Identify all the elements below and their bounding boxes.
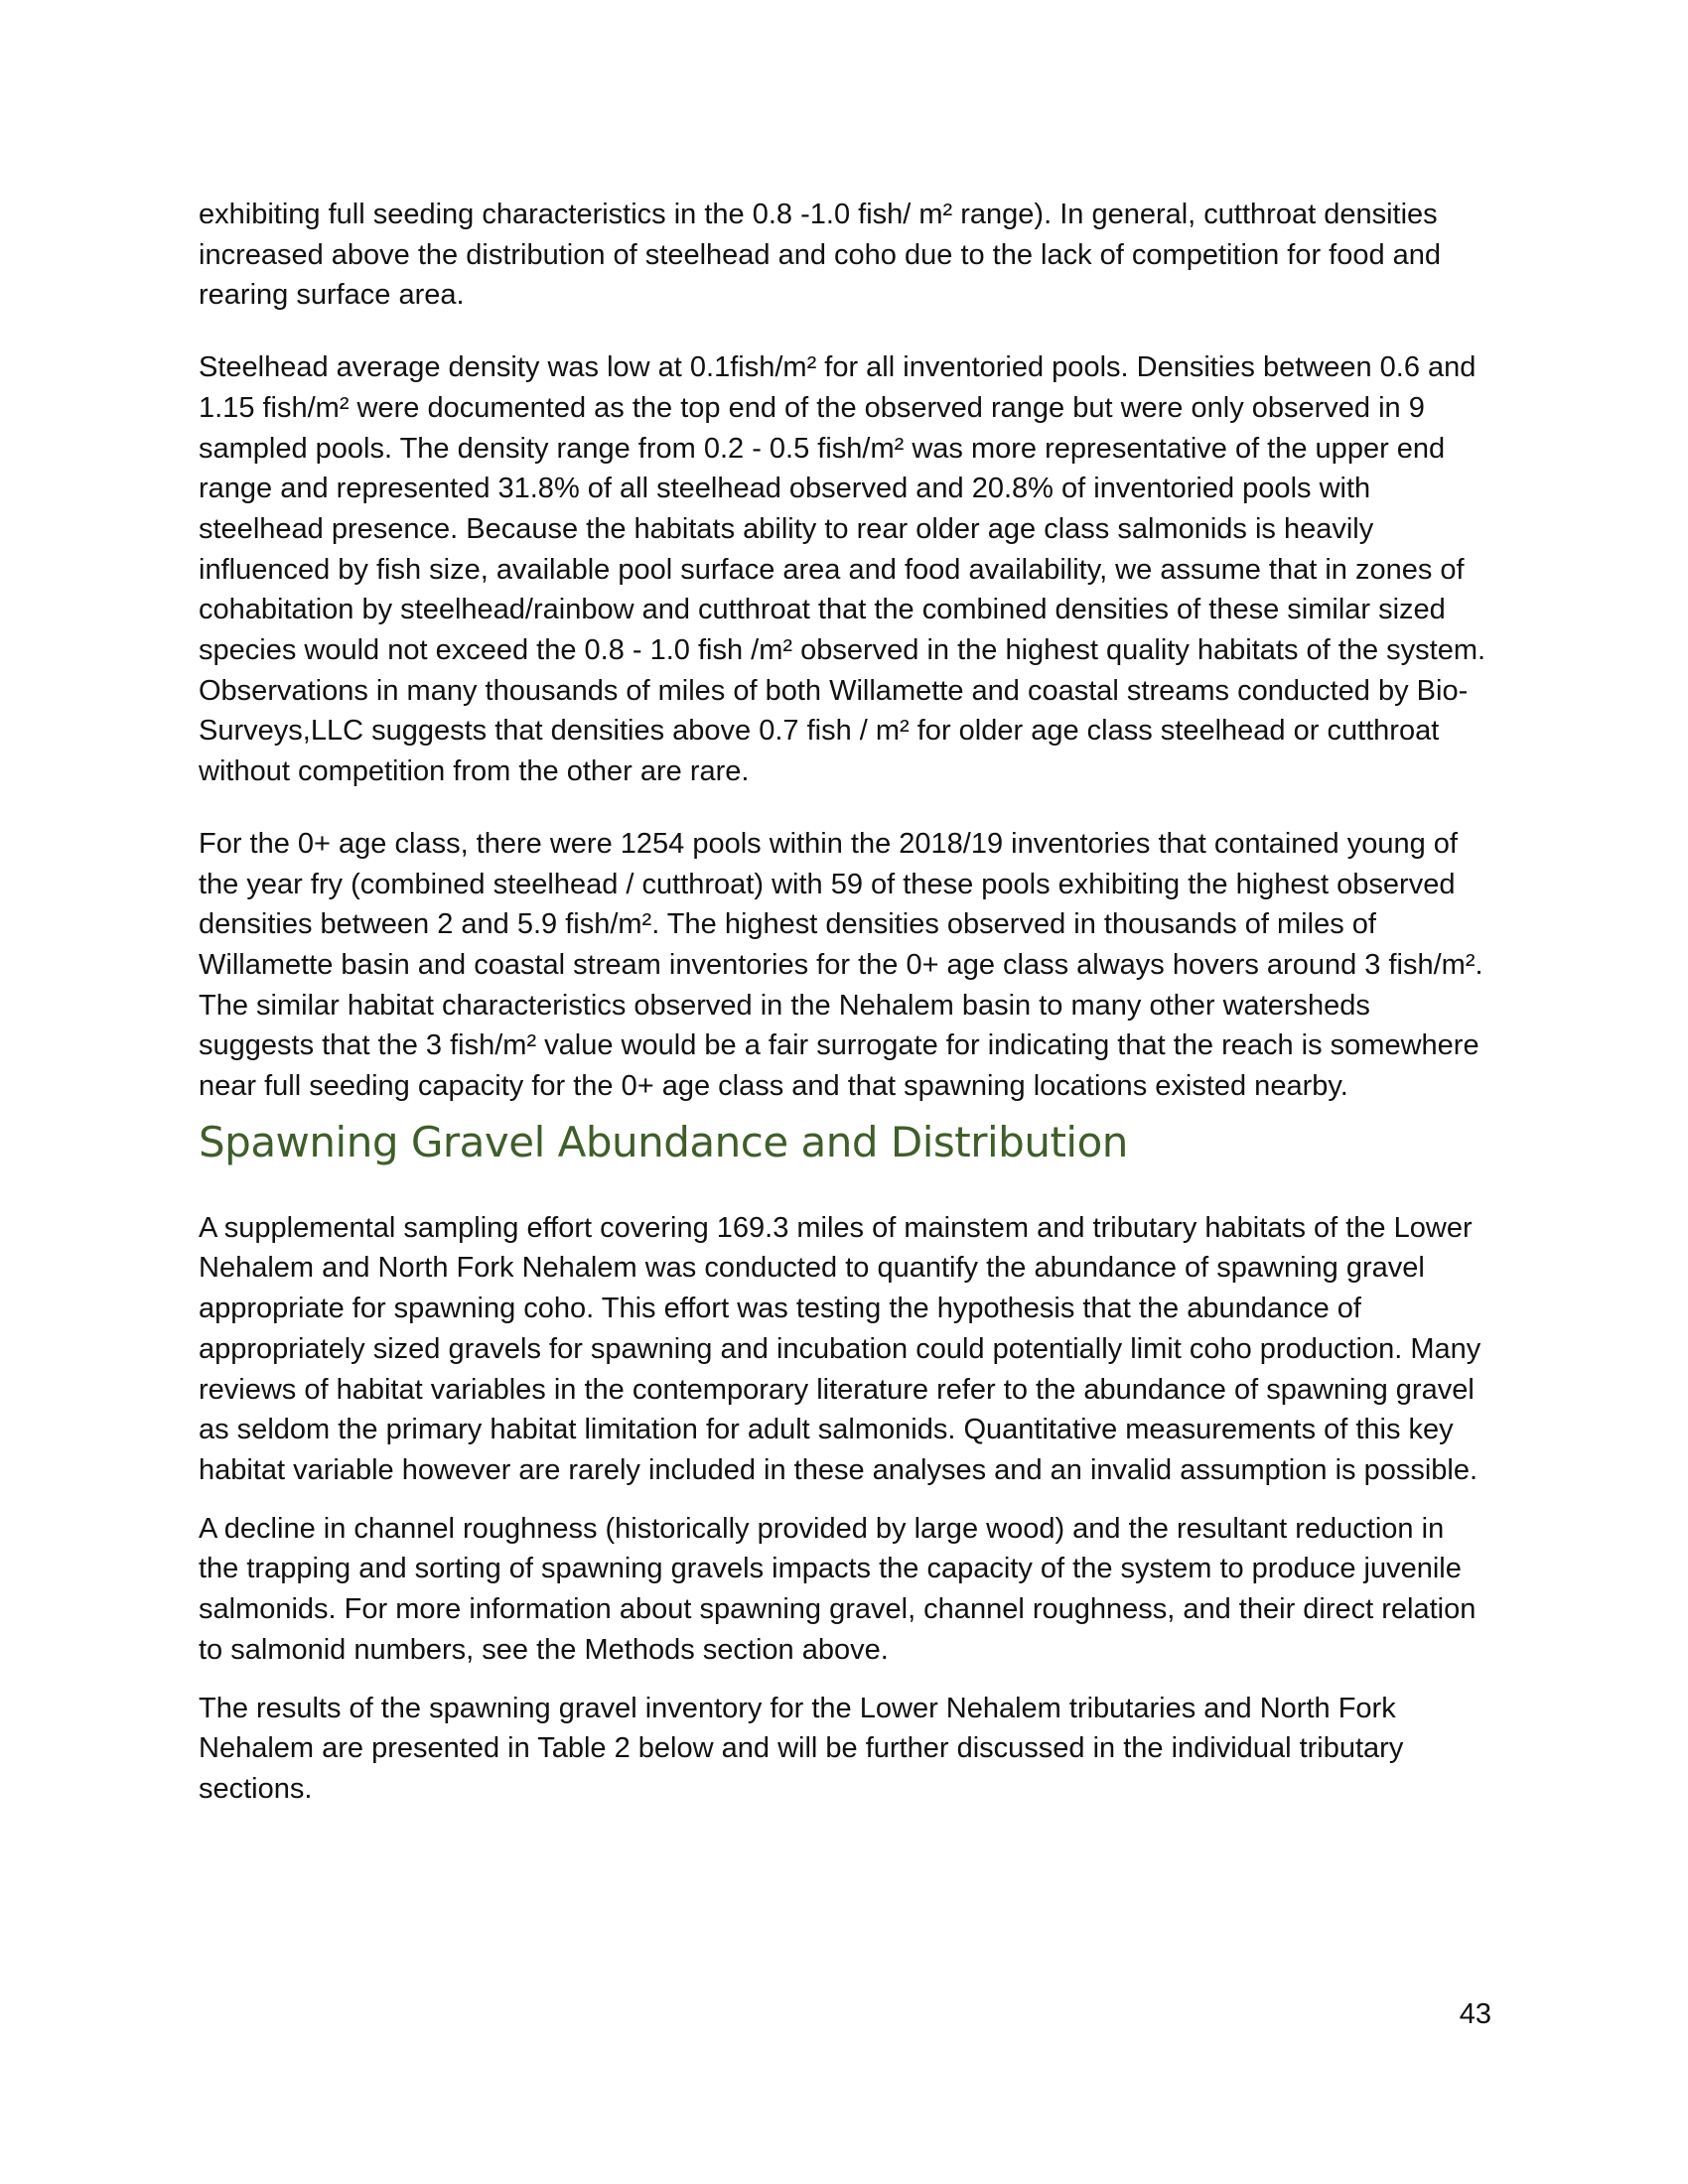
paragraph-steelhead-density: Steelhead average density was low at 0.1fish/m² for all inventoried pools. Densities between 0.6 and 1.15 fish/m² were documented as the top end of the observed range but were only observed in 9 sampled pools. The density range from 0.2 - 0.5 fish/m² was more representative of the upper end range and represented 31.8% of all steelhead observed and 20.8% of inventoried pools with steelhead presence. Because the habitats ability to rear older age class salmonids is heavily influenced by fish size, available pool surface area and food availability, we assume that in zones of cohabitation by steelhead/rainbow and cutthroat that the combined densities of these similar sized species would not exceed the 0.8 - 1.0 fish /m² observed in the highest quality habitats of the system. Observations in many thousands of miles of both Willamette and coastal streams conducted by Bio-Surveys,LLC suggests that densities above 0.7 fish / m² for older age class steelhead or cutthroat without competition from the other are rare. bbox=[199, 351, 1486, 788]
paragraph-channel-roughness: A decline in channel roughness (historically provided by large wood) and the resultant reduction in the trapping and sorting of spawning gravels impacts the capacity of the system to produce juvenile salmonids. For more information about spawning gravel, channel roughness, and their direct relation to salmonid numbers, see the Methods section above. bbox=[199, 1512, 1477, 1666]
page-number: 43 bbox=[1459, 1998, 1491, 2030]
paragraph-cutthroat-densities: exhibiting full seeding characteristics in the 0.8 -1.0 fish/ m² range). In general, cutthroat densities increased above the distribution of steelhead and coho due to the lack of competition for food and rearing surface area. bbox=[199, 199, 1442, 312]
paragraph-inventory-results: The results of the spawning gravel inventory for the Lower Nehalem tributaries and North Fork Nehalem are presented in Table 2 below and will be further discussed in the individual tributary sections. bbox=[199, 1692, 1404, 1805]
section-heading-spawning-gravel: Spawning Gravel Abundance and Distribution bbox=[199, 1117, 1128, 1166]
paragraph-age-class-0: For the 0+ age class, there were 1254 pools within the 2018/19 inventories that contained young of the year fry (combined steelhead / cutthroat) with 59 of these pools exhibiting the highest observed densities between 2 and 5.9 fish/m². The highest densities observed in thousands of miles of Willamette basin and coastal stream inventories for the 0+ age class always hovers around 3 fish/m². The similar habitat characteristics observed in the Nehalem basin to many other watersheds suggests that the 3 fish/m² value would be a fair surrogate for indicating that the reach is somewhere near full seeding capacity for the 0+ age class and that spawning locations existed nearby. bbox=[199, 827, 1483, 1103]
paragraph-supplemental-sampling: A supplemental sampling effort covering 169.3 miles of mainstem and tributary habitats of the Lower Nehalem and North Fork Nehalem was conducted to quantify the abundance of spawning gravel appropriate for spawning coho. This effort was testing the hypothesis that the abundance of appropriately sized gravels for spawning and incubation could potentially limit coho production. Many reviews of habitat variables in the contemporary literature refer to the abundance of spawning gravel as seldom the primary habitat limitation for adult salmonids. Quantitative measurements of this key habitat variable however are rarely included in these analyses and an invalid assumption is possible. bbox=[199, 1211, 1481, 1486]
page-body bbox=[199, 195, 1489, 1810]
